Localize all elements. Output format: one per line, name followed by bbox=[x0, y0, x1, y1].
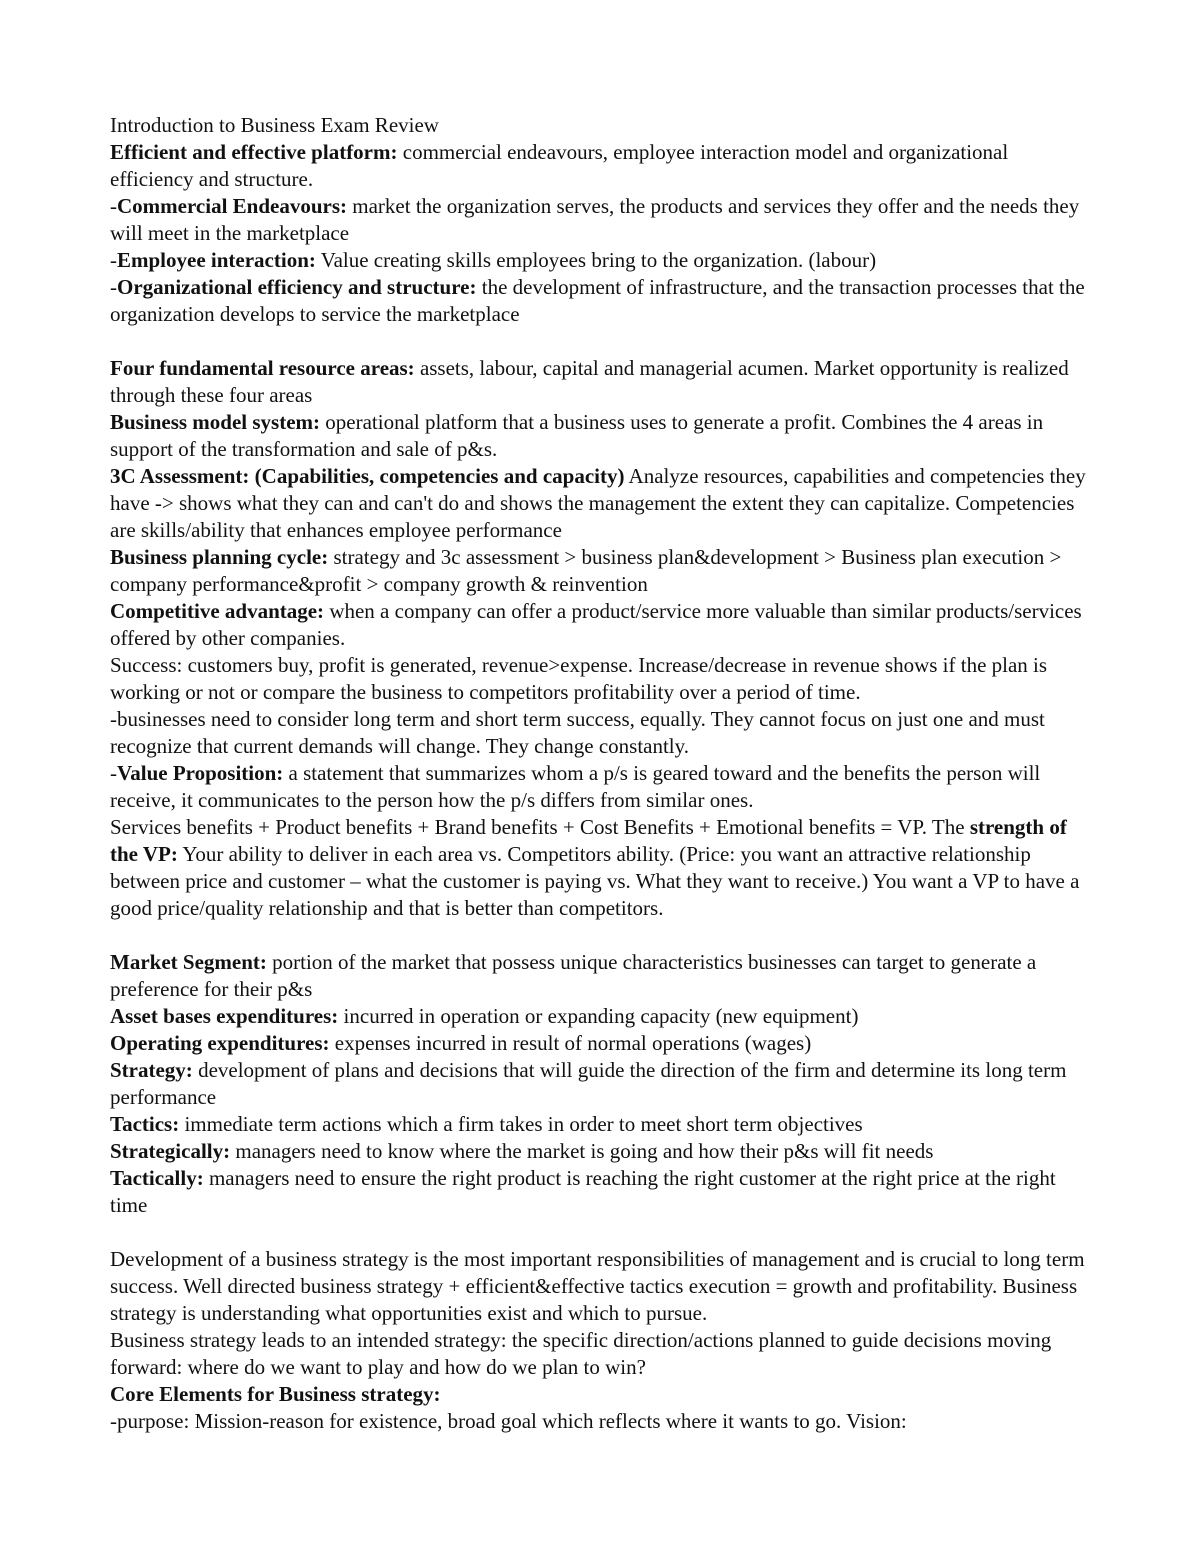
definition: immediate term actions which a firm takes in order to meet short term objectives bbox=[179, 1112, 863, 1136]
definition: development of plans and decisions that will guide the direction of the firm and determine its long term performance bbox=[110, 1058, 1067, 1109]
org-efficiency-entry bbox=[110, 274, 1095, 328]
heading-text: Core Elements for Business strategy: bbox=[110, 1382, 441, 1406]
strategy-entry bbox=[110, 1057, 1095, 1111]
document-page bbox=[110, 112, 1095, 1435]
definition: managers need to know where the market is going and how their p&s will fit needs bbox=[230, 1139, 934, 1163]
definition: the development of infrastructure, and the transaction processes that the organization develops to service the marketplace bbox=[110, 275, 1085, 326]
term: Tactically: bbox=[110, 1166, 204, 1190]
commercial-endeavours-entry bbox=[110, 193, 1095, 247]
term: Strategically: bbox=[110, 1139, 231, 1163]
operating-expenditures-entry bbox=[110, 1030, 1095, 1057]
dash-prefix: - bbox=[110, 248, 117, 272]
term: strength of the VP: bbox=[110, 815, 1067, 866]
definition: managers need to ensure the right product is reaching the right customer at the right price at the right time bbox=[110, 1166, 1056, 1217]
term: Operating expenditures: bbox=[110, 1031, 330, 1055]
purpose-line: -purpose: Mission-reason for existence, broad goal which reflects where it wants to go. Vision: bbox=[110, 1409, 907, 1433]
term: Efficient and effective platform: bbox=[110, 140, 398, 164]
definition: expenses incurred in result of normal operations (wages) bbox=[329, 1031, 812, 1055]
benefits-text: Services benefits + Product benefits + Brand benefits + Cost Benefits + Emotional benefits = VP. The bbox=[110, 815, 970, 839]
term: 3C Assessment: (Capabilities, competencies and capacity) bbox=[110, 464, 625, 488]
intended-strategy-paragraph: Business strategy leads to an intended strategy: the specific direction/actions planned to guide decisions moving forward: where do we want to play and how do we plan to win? bbox=[110, 1328, 1052, 1379]
value-proposition-entry bbox=[110, 760, 1095, 814]
dash-prefix: - bbox=[110, 275, 117, 299]
tactics-entry bbox=[110, 1111, 1095, 1138]
term: Business model system: bbox=[110, 410, 321, 434]
strategically-entry bbox=[110, 1138, 1095, 1165]
blank-line bbox=[110, 328, 1095, 355]
definition: portion of the market that possess unique characteristics businesses can target to generate a preference for their p&s bbox=[110, 950, 1037, 1001]
term: Value Proposition: bbox=[117, 761, 284, 785]
core-elements-heading bbox=[110, 1381, 1095, 1408]
tactically-entry bbox=[110, 1165, 1095, 1219]
definition: strategy and 3c assessment > business plan&development > Business plan execution > company performance&profit > company growth & reinvention bbox=[110, 545, 1062, 596]
strategy-paragraph: Development of a business strategy is the most important responsibilities of management and is crucial to long term success. Well directed business strategy + efficient&effective tactics execution = growth and profitability. Business strategy is understanding what opportunities exist and which to pursue. bbox=[110, 1247, 1085, 1325]
vp-benefits-paragraph bbox=[110, 814, 1095, 922]
definition: commercial endeavours, employee interaction model and organizational efficiency and structure. bbox=[110, 140, 1009, 191]
definition: market the organization serves, the products and services they offer and the needs they will meet in the marketplace bbox=[110, 194, 1080, 245]
term: Tactics: bbox=[110, 1112, 180, 1136]
definition: a statement that summarizes whom a p/s is geared toward and the benefits the person will receive, it communicates to the person how the p/s differs from similar ones. bbox=[110, 761, 1041, 812]
term: Business planning cycle: bbox=[110, 545, 329, 569]
definition: Value creating skills employees bring to the organization. (labour) bbox=[315, 248, 877, 272]
dash-prefix: - bbox=[110, 761, 117, 785]
blank-line bbox=[110, 922, 1095, 949]
assessment-3c-entry bbox=[110, 463, 1095, 544]
term: Market Segment: bbox=[110, 950, 267, 974]
efficient-platform-entry bbox=[110, 139, 1095, 193]
planning-cycle-entry bbox=[110, 544, 1095, 598]
term: Asset bases expenditures: bbox=[110, 1004, 339, 1028]
definition: Analyze resources, capabilities and competencies they have -> shows what they can and can't do and shows the management the extent they can capitalize. Competencies are skills/ability that enhances employee performance bbox=[110, 464, 1086, 542]
term: Organizational efficiency and structure: bbox=[117, 275, 477, 299]
employee-interaction-entry bbox=[110, 247, 1095, 274]
long-short-paragraph: -businesses need to consider long term and short term success, equally. They cannot focus on just one and must recognize that current demands will change. They change constantly. bbox=[110, 707, 1045, 758]
competitive-advantage-entry bbox=[110, 598, 1095, 652]
success-paragraph: Success: customers buy, profit is generated, revenue>expense. Increase/decrease in revenue shows if the plan is working or not or compare the business to competitors profitability over a period of time. bbox=[110, 653, 1048, 704]
term: Strategy: bbox=[110, 1058, 193, 1082]
blank-line bbox=[110, 1219, 1095, 1246]
four-areas-entry bbox=[110, 355, 1095, 409]
definition: incurred in operation or expanding capacity (new equipment) bbox=[338, 1004, 859, 1028]
definition: when a company can offer a product/service more valuable than similar products/services offered by other companies. bbox=[110, 599, 1082, 650]
definition: assets, labour, capital and managerial acumen. Market opportunity is realized through these four areas bbox=[110, 356, 1069, 407]
term: Competitive advantage: bbox=[110, 599, 325, 623]
definition: Your ability to deliver in each area vs. Competitors ability. (Price: you want an attractive relationship between price and customer – what the customer is paying vs. What they want to receive.) You want a VP to have a good price/quality relationship and that is better than competitors. bbox=[110, 842, 1080, 920]
dash-prefix: - bbox=[110, 194, 117, 218]
asset-expenditures-entry bbox=[110, 1003, 1095, 1030]
term: Four fundamental resource areas: bbox=[110, 356, 415, 380]
term: Employee interaction: bbox=[117, 248, 316, 272]
term: Commercial Endeavours: bbox=[117, 194, 348, 218]
business-model-entry bbox=[110, 409, 1095, 463]
market-segment-entry bbox=[110, 949, 1095, 1003]
definition: operational platform that a business uses to generate a profit. Combines the 4 areas in support of the transformation and sale of p&s. bbox=[110, 410, 1044, 461]
document-title: Introduction to Business Exam Review bbox=[110, 113, 439, 137]
